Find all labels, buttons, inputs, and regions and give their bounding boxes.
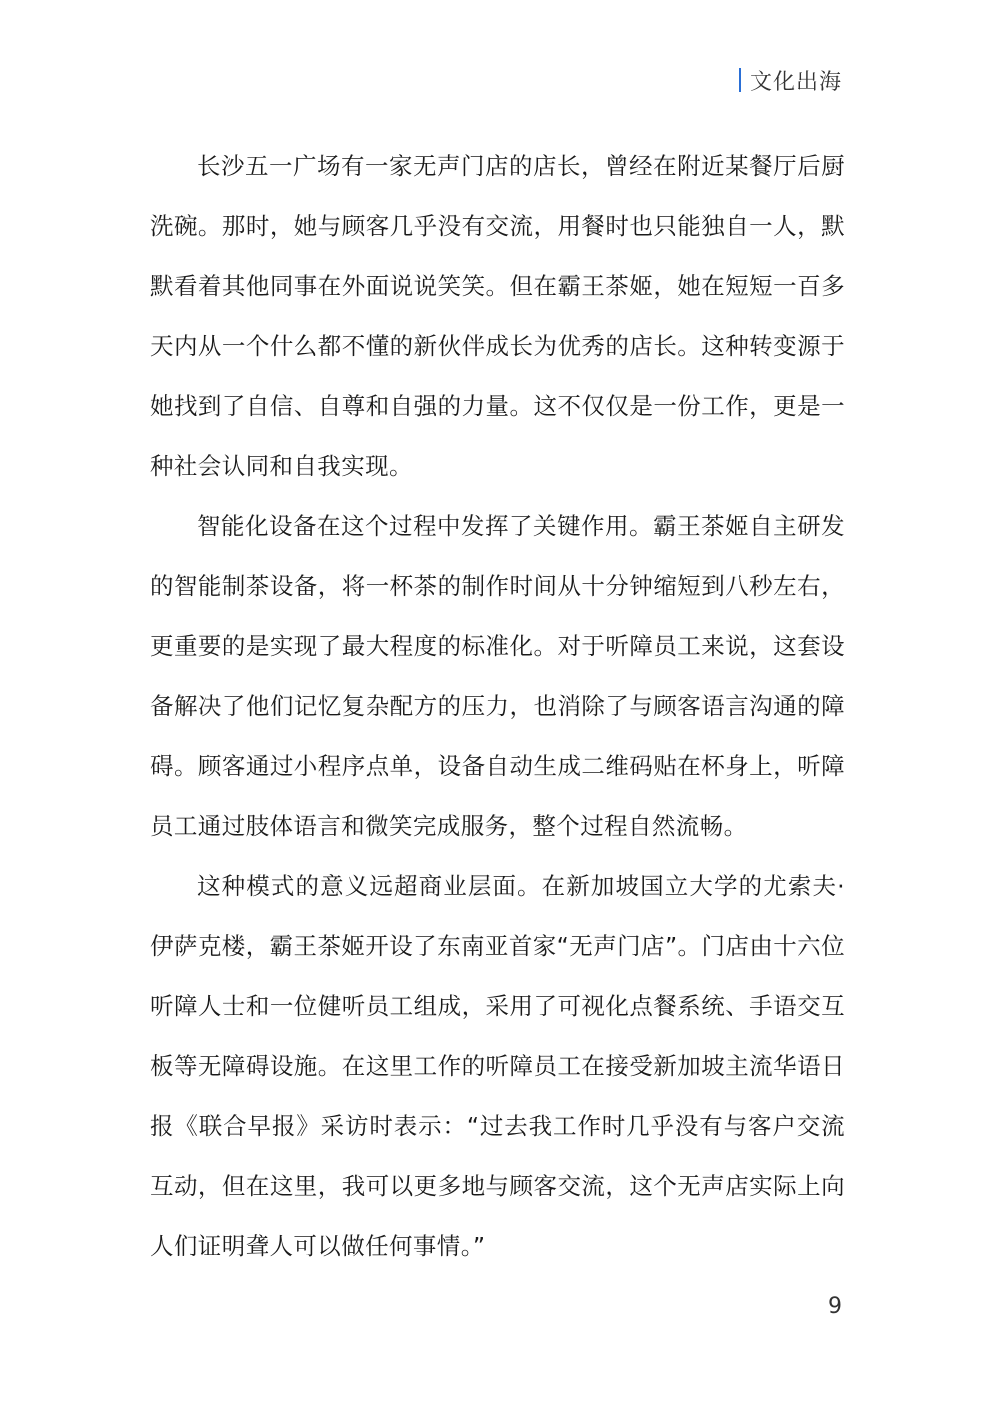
- paragraph-1: 长沙五一广场有一家无声门店的店长，曾经在附近某餐厅后厨洗碗。那时，她与顾客几乎没有交流，用餐时也只能独自一人，默默看着其他同事在外面说说笑笑。但在霸王茶姬，她在短短一百多天内从一个什么都不懂的新伙伴成长为优秀的店长。这种转变源于她找到了自信、自尊和自强的力量。这不仅仅是一份工作，更是一种社会认同和自我实现。: [150, 152, 845, 480]
- page-number: 9: [828, 1294, 842, 1319]
- section-header: [739, 64, 842, 96]
- article-body: [150, 136, 845, 1276]
- section-title: 文化出海: [749, 69, 842, 95]
- header-accent-bar: [739, 68, 741, 92]
- paragraph-2: 智能化设备在这个过程中发挥了关键作用。霸王茶姬自主研发的智能制茶设备，将一杯茶的制作时间从十分钟缩短到八秒左右，更重要的是实现了最大程度的标准化。对于听障员工来说，这套设备解决了他们记忆复杂配方的压力，也消除了与顾客语言沟通的障碍。顾客通过小程序点单，设备自动生成二维码贴在杯身上，听障员工通过肢体语言和微笑完成服务，整个过程自然流畅。: [150, 512, 845, 840]
- paragraph-3: 这种模式的意义远超商业层面。在新加坡国立大学的尤索夫·伊萨克楼，霸王茶姬开设了东南亚首家“无声门店”。门店由十六位听障人士和一位健听员工组成，采用了可视化点餐系统、手语交互板等无障碍设施。在这里工作的听障员工在接受新加坡主流华语日报《联合早报》采访时表示：“过去我工作时几乎没有与客户交流互动，但在这里，我可以更多地与顾客交流，这个无声店实际上向人们证明聋人可以做任何事情。”: [150, 872, 845, 1260]
